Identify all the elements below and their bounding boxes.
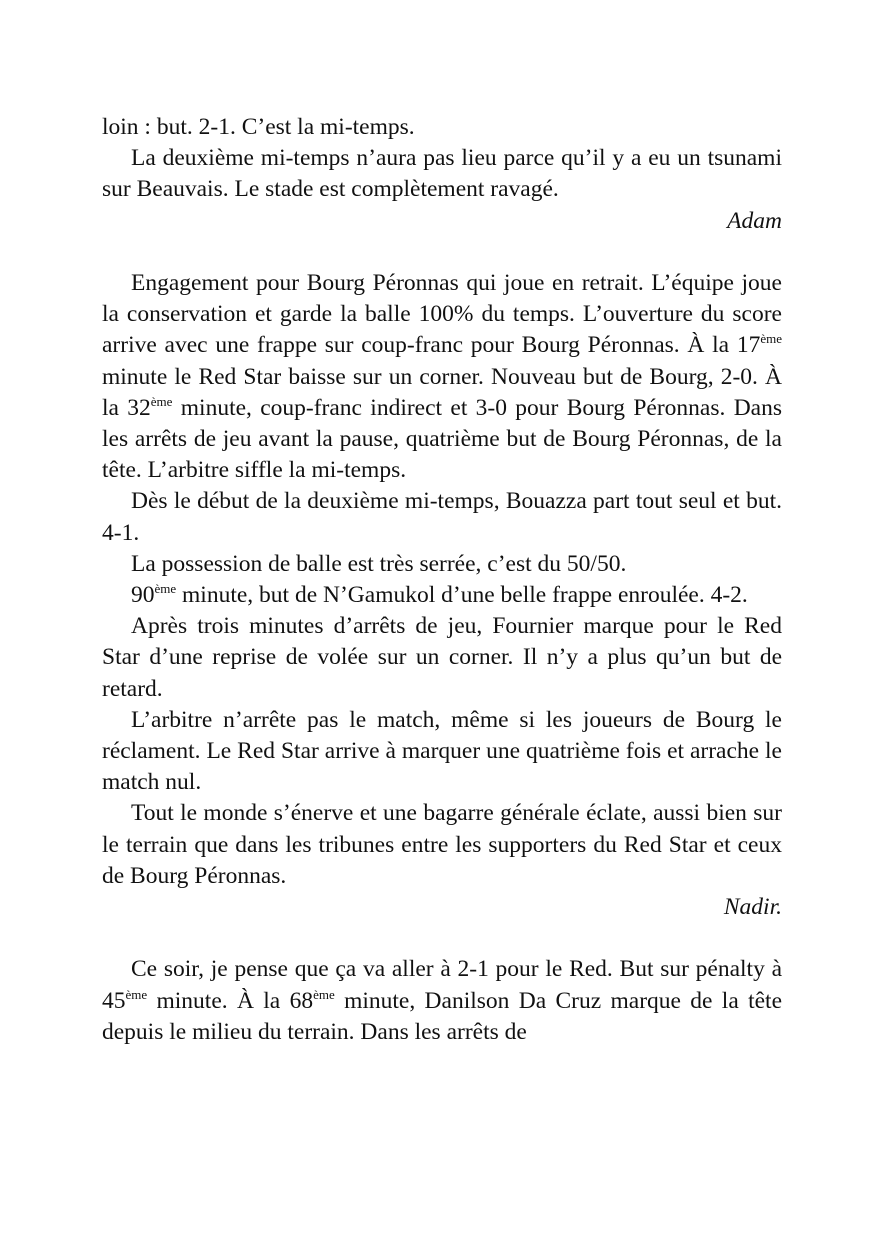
signature-nadir: Nadir. [723,894,782,921]
paragraph [102,268,782,486]
section-spacer [102,923,782,954]
text-run: minute, but de N’Gamukol d’une belle frappe enroulée. 4-2. [176,582,748,609]
superscript: ème [150,393,173,409]
text-run: Engagement pour Bourg Péronnas qui joue en retrait. L’équipe joue la conservation et garde la balle 100% du temps. L’ouverture du score arrive avec une frappe sur coup-franc pour Bourg Péronnas. À la 17 [102,270,782,359]
paragraph: La deuxième mi-temps n’aura pas lieu parce qu’il y a eu un tsunami sur Beauvais. Le stade est complètement ravagé. [102,145,782,203]
paragraph [102,580,782,611]
text-run: minute le Red Star baisse sur un corner. Nouveau but de Bourg, 2-0. À la 32 [102,363,782,421]
superscript: ème [760,331,782,347]
paragraph [102,954,782,1048]
paragraph: Après trois minutes d’arrêts de jeu, Fournier marque pour le Red Star d’une reprise de volée sur un corner. Il n’y a plus qu’un but de retard. [102,613,782,702]
text-run: minute. À la 68 [147,987,314,1014]
text-run: minute, Danilson Da Cruz marque de la tête depuis le milieu du terrain. Dans les arrêts de [102,987,783,1045]
paragraph: loin : but. 2-1. C’est la mi-temps. [102,114,415,140]
paragraph: Dès le début de la deuxième mi-temps, Bouazza part tout seul et but. 4-1. [102,488,782,546]
superscript: ème [313,986,335,1002]
superscript: ème [154,581,177,597]
text-run: 90 [131,582,155,609]
signature-adam: Adam [727,207,782,234]
section-spacer [102,237,782,268]
paragraph: La possession de balle est très serrée, c’est du 50/50. [131,550,627,577]
paragraph: L’arbitre n’arrête pas le match, même si les joueurs de Bourg le réclament. Le Red Star arrive à marquer une quatrième fois et arrache le match nul. [102,706,782,796]
text-run: minute, coup-franc indirect et 3-0 pour Bourg Péronnas. Dans les arrêts de jeu avant la pause, quatrième but de Bourg Péronnas, de la tête. L’arbitre siffle la mi-temps. [102,394,782,484]
text-run: Ce soir, je pense que ça va aller à 2-1 pour le Red. But sur pénalty à 45 [102,956,782,1014]
superscript: ème [125,986,148,1002]
page-body [102,112,782,1048]
paragraph: Tout le monde s’énerve et une bagarre générale éclate, aussi bien sur le terrain que dans les tribunes entre les supporters du Red Star et ceux de Bourg Péronnas. [102,800,782,889]
